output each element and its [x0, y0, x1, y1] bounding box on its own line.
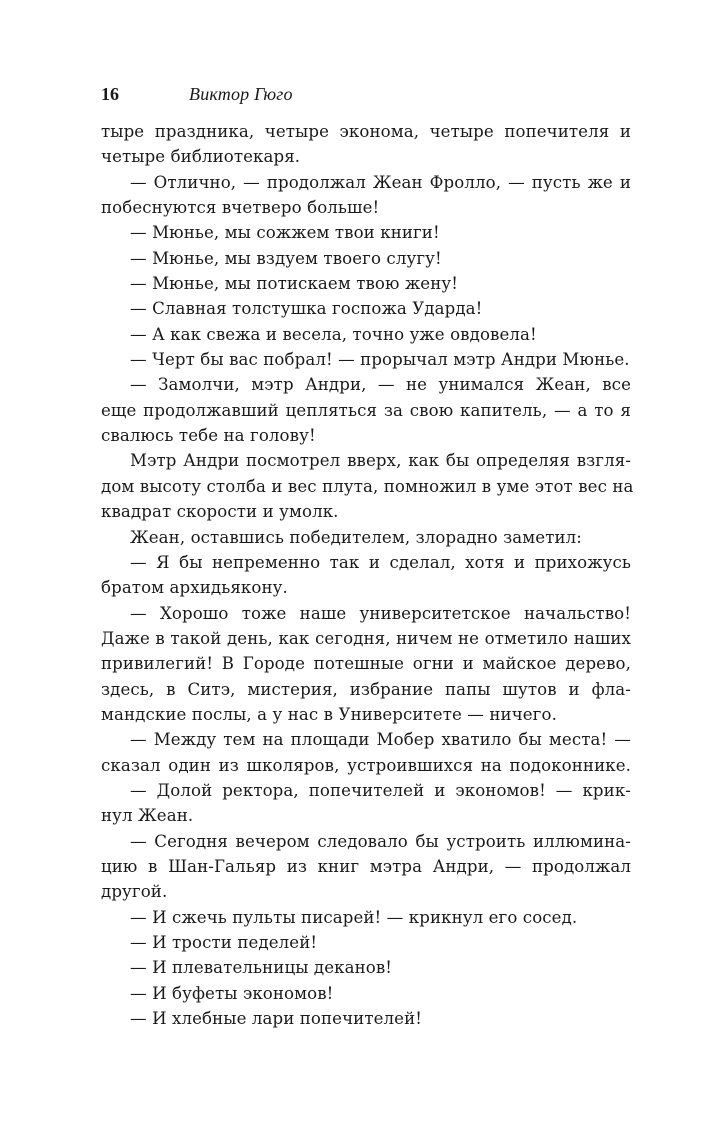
text-line: — И плевательницы деканов! [130, 958, 393, 978]
text-line: свалюсь тебе на голову! [101, 426, 316, 446]
text-line: — Славная толстушка госпожа Ударда! [130, 299, 483, 319]
text-line: — Мюнье, мы потискаем твою жену! [130, 274, 459, 294]
text-line: — Долой ректора, попечителей и экономов! — крик- [130, 780, 631, 800]
text-line: — Хорошо тоже наше университетское начальство! [130, 603, 631, 623]
body-text [101, 119, 634, 1031]
text-line: — Между тем на площади Мобер хватило бы места! — [130, 730, 631, 750]
running-head-author: Виктор Гюго [189, 84, 293, 104]
text-line: — Черт бы вас побрал! — прорычал мэтр Андри Мюнье. [130, 350, 630, 370]
text-line: Мэтр Андри посмотрел вверх, как бы определяя взгля- [130, 451, 631, 471]
text-line: — Замолчи, мэтр Андри, — не унимался Жеан, все [130, 375, 631, 395]
text-line: цию в Шан-Гальяр из книг мэтра Андри, — продолжал [101, 856, 631, 876]
text-line: дом высоту столба и вес плута, помножил в уме этот вес на [101, 476, 634, 496]
text-line: квадрат скорости и умолк. [101, 502, 339, 522]
text-line: тыре праздника, четыре эконома, четыре попечителя и [101, 122, 631, 141]
text-line: — Мюнье, мы вздуем твоего слугу! [130, 248, 442, 268]
text-line: четыре библиотекаря. [101, 147, 301, 167]
text-line: — Сегодня вечером следовало бы устроить иллюмина- [130, 831, 631, 851]
text-line: Даже в такой день, как сегодня, ничем не отметило наших [101, 628, 631, 648]
text-line: Жеан, оставшись победителем, злорадно заметил: [130, 527, 582, 547]
text-line: — И сжечь пульты писарей! — крикнул его сосед. [130, 907, 578, 927]
text-line: побеснуются вчетверо больше! [101, 198, 380, 218]
text-line: привилегий! В Городе потешные огни и майское дерево, [101, 654, 631, 674]
text-line: мандские послы, а у нас в Университете — ничего. [101, 704, 557, 724]
text-line: — Я бы непременно так и сделал, хотя и прихожусь [130, 552, 631, 572]
text-line: еще продолжавший цепляться за свою капитель, — а то я [101, 400, 631, 420]
text-line: здесь, в Ситэ, мистерия, избрание папы шутов и фла- [101, 679, 631, 699]
text-line: нул Жеан. [101, 806, 194, 826]
text-line: — А как свежа и весела, точно уже овдовела! [130, 324, 537, 344]
text-line: — И трости педелей! [130, 933, 318, 952]
text-line: другой. [101, 882, 168, 902]
page-header [101, 82, 641, 108]
text-line: — Мюнье, мы сожжем твои книги! [130, 223, 440, 243]
text-line: — И хлебные лари попечителей! [130, 1009, 423, 1029]
text-line: — Отлично, — продолжал Жеан Фролло, — пусть же и [130, 172, 631, 192]
text-line: братом архидьякону. [101, 578, 288, 598]
text-line: сказал один из школяров, устроившихся на подоконнике. [101, 755, 631, 775]
text-line: — И буфеты экономов! [130, 983, 334, 1003]
page-number: 16 [101, 84, 119, 104]
